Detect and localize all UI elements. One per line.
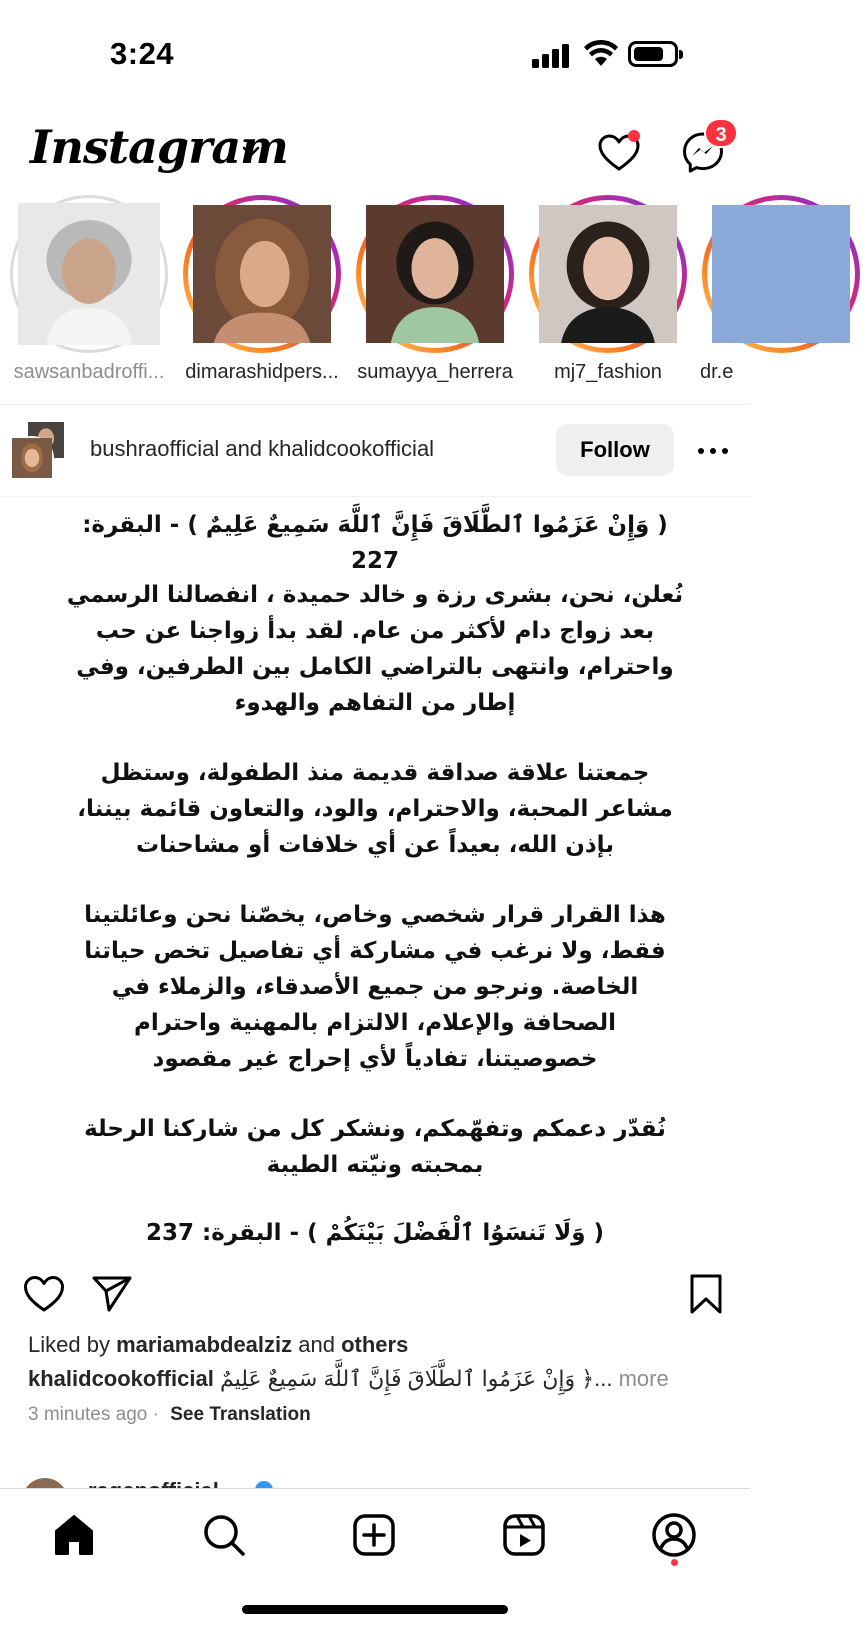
like-heart-icon[interactable] (22, 1272, 66, 1316)
likes-middle: and (292, 1332, 342, 1357)
avatar (18, 203, 160, 345)
post-text-line: بإذن الله، بعيداً عن أي خلافات أو مشاحنات (136, 832, 614, 858)
post-caption[interactable] (28, 1366, 728, 1392)
post-text-line: بعد زواج دام لأكثر من عام. لقد بدأ زواجنا عن حب (95, 618, 655, 644)
post-text-line: واحترام، وانتهى بالتراضي الكامل بين الطرفين، وفي (76, 654, 674, 680)
post-text-line: ( وَلَا تَنسَوُا ٱلْفَضْلَ بَيْنَكُمْ ) - البقرة: 237 (145, 1220, 605, 1246)
search-icon[interactable] (200, 1511, 248, 1559)
story-username: mj7_fashion (554, 361, 662, 383)
share-send-icon[interactable] (90, 1272, 134, 1316)
avatar (366, 205, 504, 343)
likes-prefix: Liked by (28, 1332, 117, 1357)
battery-level (634, 47, 663, 61)
liked-by-others[interactable]: others (341, 1332, 409, 1357)
post-meta (28, 1404, 311, 1426)
story-item[interactable] (696, 195, 866, 395)
meta-separator: · (152, 1404, 165, 1425)
chevron-down-icon[interactable] (240, 140, 262, 162)
story-ring (529, 195, 687, 353)
follow-button[interactable]: Follow (556, 424, 674, 476)
story-username: sawsanbadroffi... (13, 361, 165, 383)
story-username: dimarashidpers... (185, 361, 339, 383)
story-ring (702, 195, 860, 353)
post-text-line: فقط، ولا نرغب في مشاركة أي تفاصيل تخص حياتنا (84, 938, 666, 964)
home-icon[interactable] (50, 1511, 98, 1559)
status-time: 3:24 (110, 36, 175, 71)
post-text-line: خصوصيتنا، تفادياً لأي إحراج غير مقصود (152, 1046, 598, 1072)
divider (0, 404, 750, 405)
post-text-line: مشاعر المحبة، والاحترام، والود، والتعاون قائمة بيننا، (77, 796, 673, 822)
wifi-icon (584, 40, 618, 68)
status-bar (0, 0, 750, 110)
post-timestamp: 3 minutes ago (28, 1404, 148, 1425)
post-text-line: نُعلن، نحن، بشرى رزة و خالد حميدة ، انفصالنا الرسمي (66, 582, 684, 608)
profile-notification-dot (671, 1559, 678, 1566)
story-ring (183, 195, 341, 353)
likes-summary[interactable] (28, 1332, 408, 1358)
app-header (0, 110, 750, 190)
notification-dot (628, 130, 640, 142)
story-ring (356, 195, 514, 353)
cellular-signal-icon (532, 44, 572, 68)
reels-icon[interactable] (500, 1511, 548, 1559)
caption-username[interactable]: khalidcookofficial (28, 1366, 214, 1391)
post-text-line: ( وَإِنْ عَزَمُوا ٱلطَّلَاقَ فَإِنَّ ٱللَّهَ سَمِيعٌ عَلِيمٌ ) - البقرة: 227 (82, 512, 668, 574)
post-text-line: الصحافة والإعلام، الالتزام بالمهنية واحترام (133, 1010, 617, 1036)
avatar (712, 205, 850, 343)
see-translation-link[interactable]: See Translation (170, 1404, 311, 1425)
create-post-icon[interactable] (350, 1511, 398, 1559)
caption-text: وَإِنْ عَزَمُوا ٱلطَّلَاقَ فَإِنَّ ٱللَّهَ سَمِيعٌ عَلِيمٌ ﴿... (219, 1366, 613, 1391)
battery-icon (628, 41, 678, 67)
story-username: sumayya_herrera (357, 361, 513, 383)
avatar (193, 205, 331, 343)
story-item[interactable] (523, 195, 693, 395)
post-text-line: نُقدّر دعمكم وتفهّمكم، ونشكر كل من شاركنا الرحلة (84, 1116, 666, 1142)
post-text-line: هذا القرار قرار شخصي وخاص، يخصّنا نحن وعائلتينا (84, 902, 666, 928)
stories-tray[interactable] (0, 195, 750, 395)
next-post-header (0, 1474, 750, 1488)
story-item[interactable] (350, 195, 520, 395)
post-header (0, 408, 750, 492)
post-text-line: جمعتنا علاقة صداقة قديمة منذ الطفولة، وستظل (100, 760, 650, 786)
profile-icon[interactable] (650, 1511, 698, 1559)
story-item[interactable] (4, 195, 174, 395)
liked-by-user[interactable]: mariamabdealziz (116, 1332, 293, 1357)
post-text-line: إطار من التفاهم والهدوء (234, 690, 516, 716)
caption-more-link[interactable]: more (612, 1366, 669, 1391)
save-bookmark-icon[interactable] (684, 1272, 728, 1316)
messages-badge: 3 (704, 118, 738, 148)
post-text-line: بمحبته ونيّته الطيبة (266, 1152, 484, 1178)
post-actions (0, 1264, 750, 1324)
story-item[interactable] (177, 195, 347, 395)
home-indicator[interactable] (242, 1605, 508, 1614)
instagram-logo[interactable]: Instagram (30, 120, 288, 174)
story-ring (10, 195, 168, 353)
avatar (539, 205, 677, 343)
post-image[interactable] (0, 497, 750, 1257)
post-text-line: الخاصة. ونرجو من جميع الأصدقاء، والزملاء في (111, 974, 639, 1000)
more-options-icon[interactable] (696, 434, 730, 468)
avatar[interactable] (10, 436, 54, 480)
post-collaborators[interactable]: bushraofficial and khalidcookofficial (90, 436, 435, 461)
bottom-tab-bar (0, 1488, 750, 1630)
story-username: dr.e (700, 361, 734, 383)
